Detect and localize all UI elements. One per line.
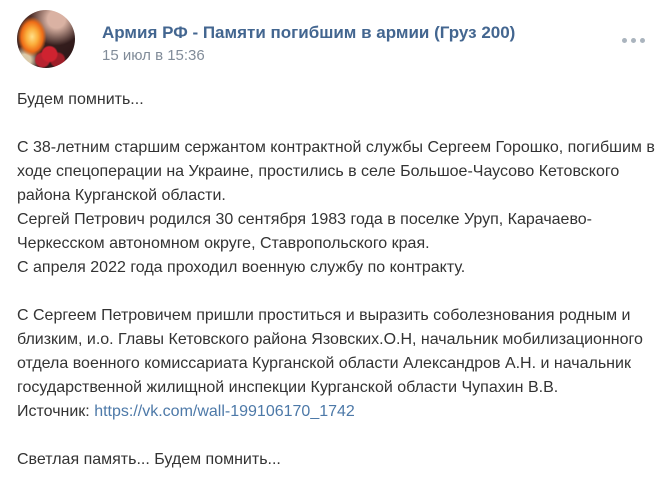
farewell-text: С Сергеем Петровичем пришли проститься и выразить соболезнования родным и близким, и.о. Главы Кетовского района Язовских.О.Н, начальник мобилизационного отдела военного комиссариата Курганской области Александров А.Н. и начальник государственной жилищной инспекции Курганской области Чупахин В.В.	[17, 307, 643, 396]
ellipsis-icon	[622, 38, 627, 43]
source-label: Источник:	[17, 403, 95, 420]
ellipsis-icon	[631, 38, 636, 43]
post-timestamp-link[interactable]: 15 июл в 15:36	[102, 47, 205, 64]
source-line	[17, 400, 659, 424]
biography-line-1: С 38-летним старшим сержантом контрактной службы Сергеем Горошко, погибшим в ходе спецоперации на Украине, простились в селе Большое-Чаусово Кетовского района Курганской области.	[17, 139, 655, 204]
group-name-link[interactable]: Армия РФ - Памяти погибшим в армии (Груз 200)	[102, 23, 516, 42]
paragraph-biography	[17, 136, 659, 280]
post-menu-button[interactable]	[618, 34, 649, 47]
paragraph-outro: Светлая память... Будем помнить...	[17, 451, 281, 468]
source-link[interactable]: https://vk.com/wall-199106170_1742	[94, 403, 355, 420]
ellipsis-icon	[640, 38, 645, 43]
biography-line-2: Сергей Петрович родился 30 сентября 1983 года в поселке Уруп, Карачаево-Черкесском автономном округе, Ставропольского края.	[17, 211, 592, 252]
paragraph-intro: Будем помнить...	[17, 91, 144, 108]
biography-line-3: С апреля 2022 года проходил военную службу по контракту.	[17, 259, 466, 276]
post-header-info	[102, 10, 515, 65]
paragraph-farewell	[17, 304, 659, 424]
group-avatar[interactable]	[17, 10, 75, 68]
post-text	[17, 88, 659, 472]
post-header	[17, 10, 657, 68]
